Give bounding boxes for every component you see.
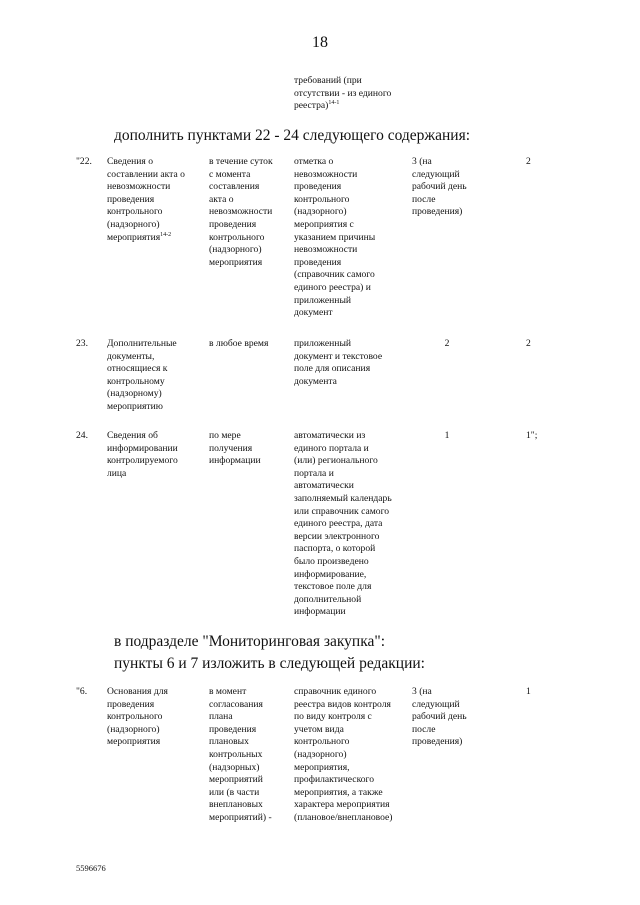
document-id: 5596676 xyxy=(76,863,106,873)
page-number: 18 xyxy=(312,34,328,51)
row-deadline: 3 (на следующий рабочий день после проведения) xyxy=(412,156,467,218)
row-deadline: 2 xyxy=(444,338,450,349)
row-number: 24. xyxy=(76,430,88,441)
row-name: Основания для проведения контрольного (надзорного) мероприятия xyxy=(107,686,168,748)
continuation-fragment xyxy=(294,75,391,113)
heading-subsection: в подразделе "Мониторинговая закупка": xyxy=(114,633,386,650)
row-level: 2 xyxy=(526,156,531,167)
row-level: 1 xyxy=(526,686,531,697)
fragment-footnote: 14-1 xyxy=(328,100,340,106)
row-deadline: 3 (на следующий рабочий день после проведения) xyxy=(412,686,467,748)
row-source: справочник единого реестра видов контроля по виду контроля с учетом вида контрольного (надзорного) мероприятия, профилактического мероприятия, а также характера мероприятия (плановое/внеплановое) xyxy=(294,686,393,823)
row-source: приложенный документ и текстовое поле для описания документа xyxy=(294,338,383,387)
name-footnote: 14-2 xyxy=(160,231,172,238)
row-time: в течение суток с момента составления акта о невозможности проведения контрольного (надзорного) мероприятия xyxy=(209,156,273,268)
row-name: Сведения об информировании контролируемого лица xyxy=(107,430,178,479)
row-time: в любое время xyxy=(209,338,269,349)
row-name: Сведения о составлении акта о невозможности проведения контрольного (надзорного) мероприятия$^{14-2}$ xyxy=(107,156,185,243)
row-level: 1"; xyxy=(526,430,538,441)
heading-replace-points: пункты 6 и 7 изложить в следующей редакции: xyxy=(114,655,425,672)
row-source: автоматически из единого портала и (или) регионального портала и автоматически заполняемый календарь или справочник самого единого реестра, дата версии электронного паспорта, о которой было произведено информирование, текстовое поле для дополнительной информации xyxy=(294,430,392,618)
row-level: 2 xyxy=(526,338,531,349)
row-name: Дополнительные документы, относящиеся к контрольному (надзорному) мероприятию xyxy=(107,338,177,412)
heading-add-points: дополнить пунктами 22 - 24 следующего содержания: xyxy=(114,127,471,144)
fragment-text: требований (при отсутствии - из единого реестра) xyxy=(294,75,392,112)
row-source: отметка о невозможности проведения контрольного (надзорного) мероприятия с указанием причины невозможности проведения (справочник самого единого реестра) и приложенный документ xyxy=(294,156,376,319)
row-number: 23. xyxy=(76,338,88,349)
row-deadline: 1 xyxy=(444,430,450,441)
row-time: по мере получения информации xyxy=(209,430,261,467)
row-number: "6. xyxy=(76,686,88,697)
row-number: "22. xyxy=(76,156,92,167)
row-time: в момент согласования плана проведения плановых контрольных (надзорных) мероприятий или (в части внеплановых мероприятий) - xyxy=(209,686,272,823)
